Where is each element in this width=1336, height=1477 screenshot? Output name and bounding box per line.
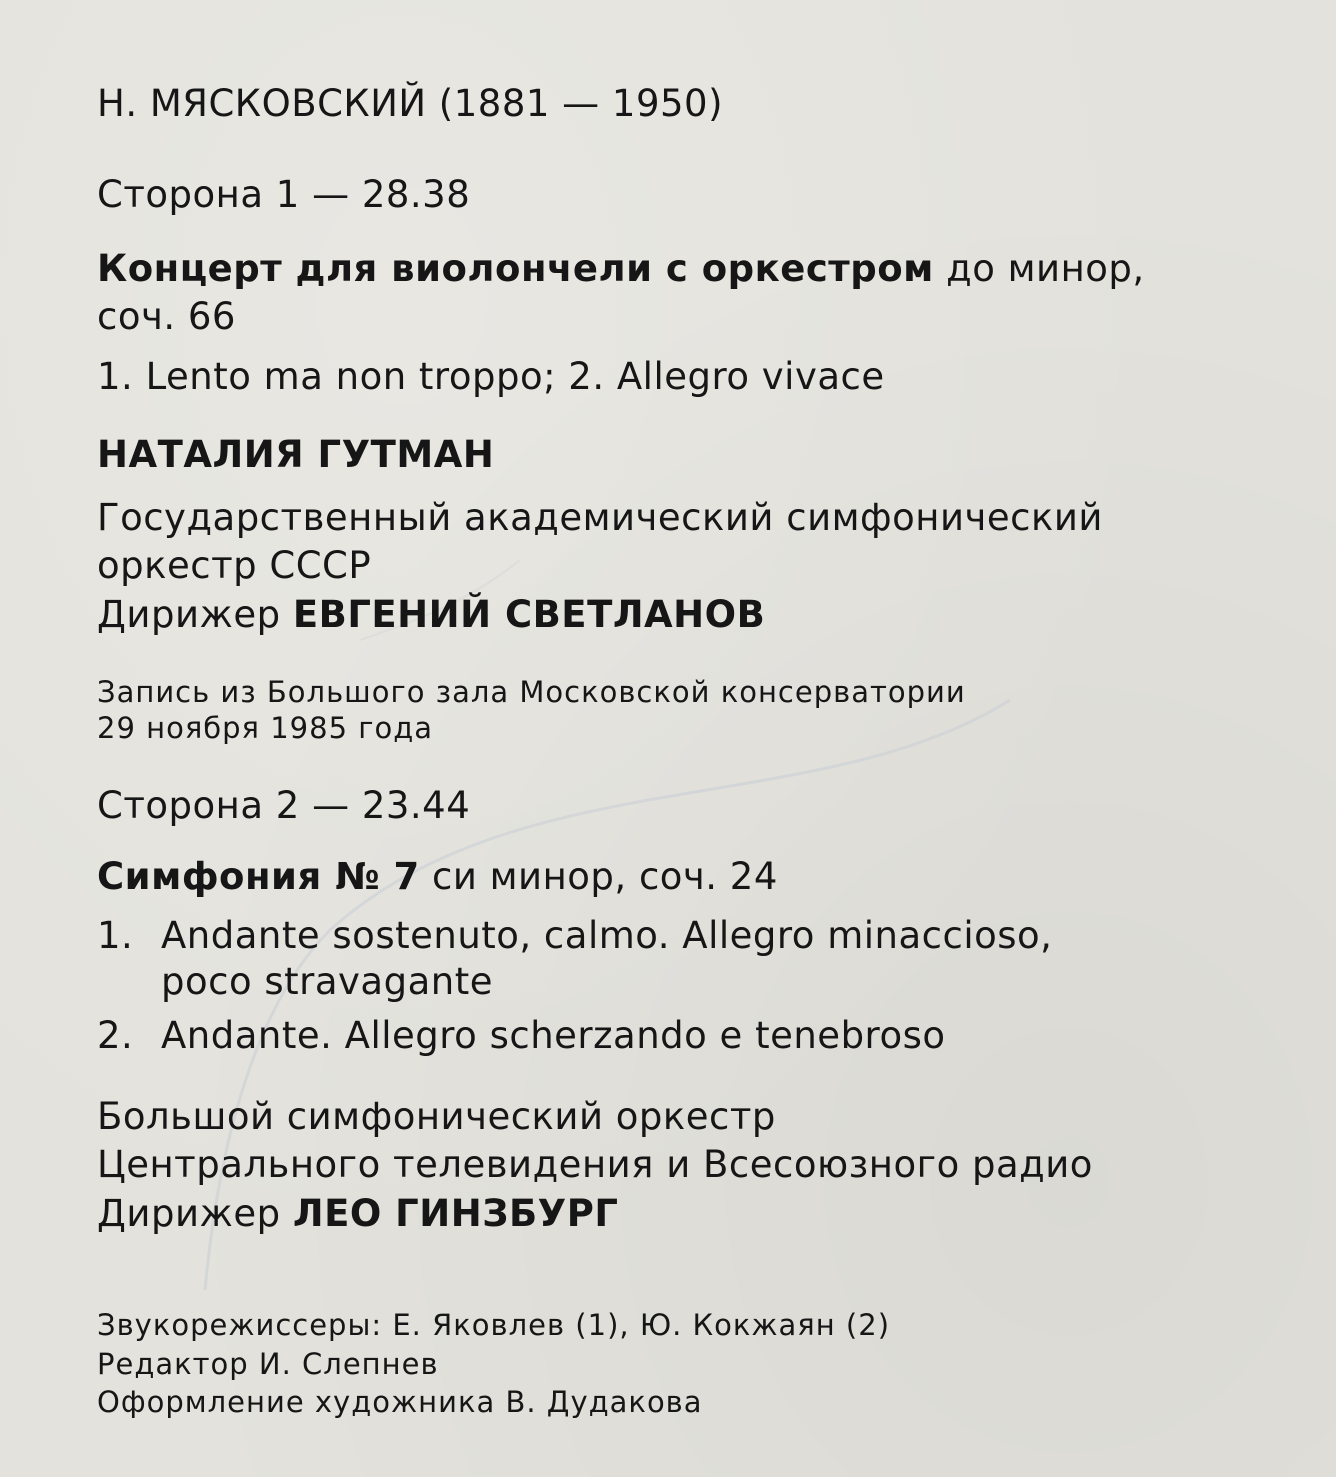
side-1-conductor xyxy=(97,593,766,636)
side-2-work-key: си минор, соч. 24 xyxy=(419,855,778,898)
side-2-conductor-name: ЛЕО ГИНЗБУРГ xyxy=(292,1192,619,1235)
side-1-work-title-bold: Концерт для виолончели с оркестром xyxy=(97,247,934,290)
side-2-work-title-bold: Симфония № 7 xyxy=(97,855,420,898)
side-2-movement-1-line-1: Andante sostenuto, calmo. Allegro minaccioso, xyxy=(161,914,1053,957)
side-1-conductor-label: Дирижер xyxy=(97,593,293,636)
side-2-movement-1-line-2: poco stravagante xyxy=(161,960,493,1003)
side-1-orchestra-line-1: Государственный академический симфонический xyxy=(97,496,1103,539)
side-2-heading: Сторона 2 — 23.44 xyxy=(97,784,471,827)
credits-engineers: Звукорежиссеры: Е. Яковлев (1), Ю. Кокжаян (2) xyxy=(97,1308,891,1342)
side-1-work-key: до минор, xyxy=(933,247,1145,290)
side-2-movement-2: Andante. Allegro scherzando e tenebroso xyxy=(161,1014,946,1057)
composer-heading: Н. МЯСКОВСКИЙ (1881 — 1950) xyxy=(97,82,724,125)
side-1-work-title xyxy=(97,247,1145,290)
side-1-heading: Сторона 1 — 28.38 xyxy=(97,173,471,216)
side-1-orchestra-line-2: оркестр СССР xyxy=(97,544,372,587)
side-2-movement-1-number: 1. xyxy=(97,914,134,957)
side-1-work-opus: соч. 66 xyxy=(97,295,236,338)
side-1-movements: 1. Lento ma non troppo; 2. Allegro vivace xyxy=(97,355,885,398)
side-2-orchestra-line-1: Большой симфонический оркестр xyxy=(97,1095,776,1138)
side-2-conductor-label: Дирижер xyxy=(97,1192,293,1235)
credits-design: Оформление художника В. Дудакова xyxy=(97,1385,703,1419)
side-2-orchestra-line-2: Центрального телевидения и Всесоюзного радио xyxy=(97,1143,1093,1186)
side-1-soloist: НАТАЛИЯ ГУТМАН xyxy=(97,433,495,476)
credits-editor: Редактор И. Слепнев xyxy=(97,1347,439,1381)
recording-note-line-1: Запись из Большого зала Московской консерватории xyxy=(97,675,966,709)
side-2-movement-2-number: 2. xyxy=(97,1014,134,1057)
side-2-work-title xyxy=(97,855,778,898)
side-1-conductor-name: ЕВГЕНИЙ СВЕТЛАНОВ xyxy=(292,593,766,636)
side-2-conductor xyxy=(97,1192,619,1235)
recording-note-line-2: 29 ноября 1985 года xyxy=(97,711,434,745)
